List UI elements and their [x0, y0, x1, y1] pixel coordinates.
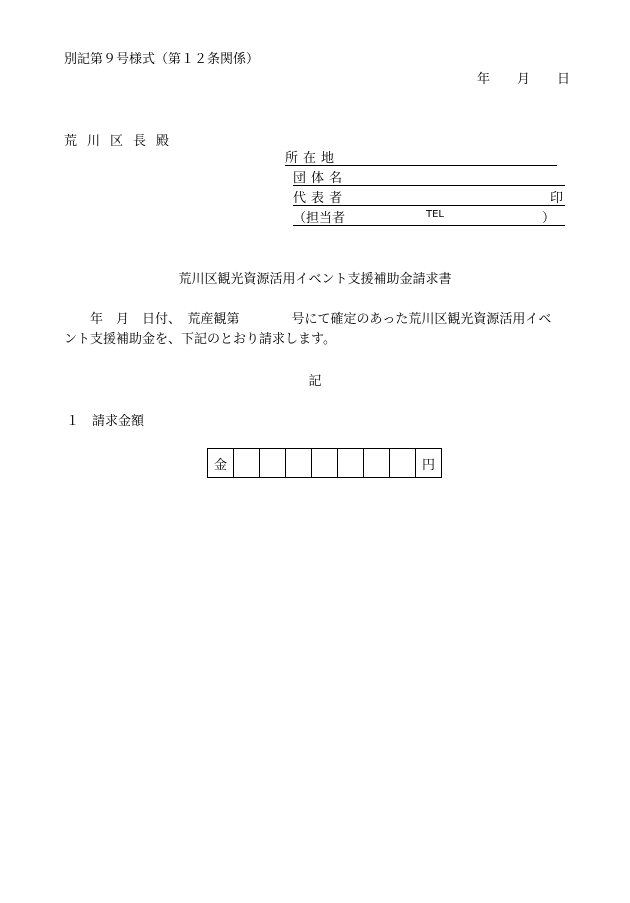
amount-digit-cell[interactable] — [364, 449, 390, 478]
amount-suffix: 円 — [416, 449, 442, 478]
amount-digit-cell[interactable] — [312, 449, 338, 478]
date-year-label: 年 — [477, 72, 491, 87]
representative-label: 代表者 — [293, 191, 348, 206]
date-month-label: 月 — [517, 72, 531, 87]
amount-digit-cell[interactable] — [390, 449, 416, 478]
body-text-line-2: ント支援補助金を、下記のとおり請求します。 — [64, 332, 336, 347]
body-text-line-1: 年 月 日付、 荒産観第 号にて確定のあった荒川区観光資源活用イベ — [90, 312, 552, 327]
amount-prefix: 金 — [208, 449, 234, 478]
amount-digit-cell[interactable] — [286, 449, 312, 478]
organization-label: 団体名 — [293, 171, 348, 186]
amount-digit-cell[interactable] — [234, 449, 260, 478]
date-day-label: 日 — [557, 72, 571, 87]
addressee: 荒川区長殿 — [64, 134, 180, 149]
amount-digit-cell[interactable] — [338, 449, 364, 478]
organization-field[interactable] — [293, 165, 565, 186]
amount-box — [207, 448, 442, 478]
contact-field[interactable] — [293, 205, 565, 226]
contact-person-label: （担当者 — [293, 211, 346, 226]
address-field[interactable] — [285, 145, 557, 166]
address-label: 所在地 — [285, 151, 340, 166]
contact-close-paren: ） — [541, 211, 555, 226]
item-request-amount: １ 請求金額 — [66, 414, 145, 429]
representative-field[interactable] — [293, 185, 565, 206]
amount-digit-cell[interactable] — [260, 449, 286, 478]
document-title: 荒川区観光資源活用イベント支援補助金請求書 — [178, 272, 452, 287]
ki-heading: 記 — [308, 374, 322, 389]
tel-label: TEL — [426, 209, 444, 220]
seal-mark: 印 — [549, 191, 563, 206]
form-id: 別記第９号様式（第１２条関係） — [64, 52, 260, 67]
